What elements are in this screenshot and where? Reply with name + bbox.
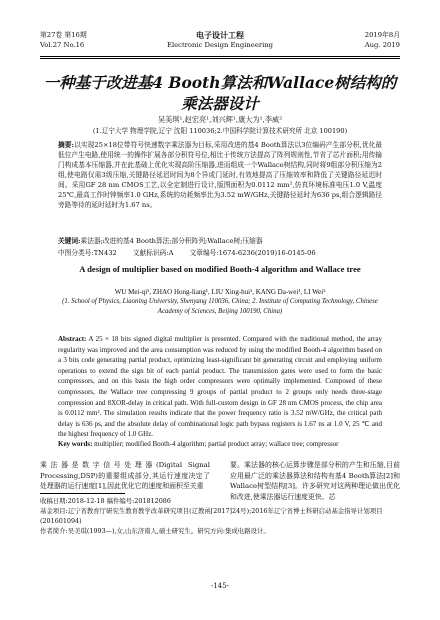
clc-number: 中图分类号:TN432 [58,249,117,257]
footnote-rule [40,493,125,494]
classification-line [58,248,382,258]
volume-en: Vol.27 No.16 [40,40,85,49]
abstract-chinese-label: 摘要: [58,141,74,149]
article-number: 文章编号:1674-6236(2019)16-0145-06 [189,249,316,257]
volume-cn: 第27卷 第16期 [40,31,87,39]
title-chinese: 一种基于改进基4 Booth算法和Wallace树结构的乘法器设计 [43,73,397,113]
title-english: A design of multiplier based on modified Booth-4 algorithm and Wallace tree [79,264,361,274]
abstract-english-text: A 25 × 18 bits signed digital multiplier is presented. Compared with the traditional method, the array regularity was improved and the area consumption was reduced by using the modified Booth-4 algorithm based on a 3 bits code generating partial product, optimizing least-significant bit generating circuit and employing uniform operations to extend the sign bit of each partial product. The transmission gates were used to form the basic compressors, and on this basis the high order compressors were optimally implemented. Composed of these compressors, the Wallace tree compressing 9 groups of partial product to 2 groups only needs three-stage compression and 8XOR-delay in critical path. With full-custom design in GF 28 nm CMOS process, the chip area is 0.0112 mm². The simulation results indicate that the power frequency ratio is 3.52 mW/GHz, the critical path delay is 636 ps, and the absolute delay of combinational logic path bypass registers is 1.67 ns at 1.0 V, 25 ℃ and the highest frequency of 1.0 GHz. [58,335,382,439]
body-right-column: 要。乘法器的核心运算步骤是部分积的产生和压缩,目前应用最广泛的乘法器算法和结构有基4 Booth算法[2]和Wallace树型结构[3]。许多研究对这两种理论做出优化和改进,使乘法器运行速度更快、芯 [230,461,400,501]
keywords-chinese-label: 关键词: [58,237,81,245]
running-header [40,31,400,57]
keywords-chinese-text: 乘法器;改进的基4 Booth算法;部分积阵列;Wallace树;压缩器 [80,237,263,245]
document-code: 文献标识码:A [132,249,174,257]
abstract-chinese-text: 以实现25×18位带符号快速数字乘法器为目标,采用改进的基4 Booth算法以3位编码产生部分积,优化最低位产生电路,使用统一的操作扩展各部分积符号位,相比于传统方法提高了阵列规则性,节省了芯片面积;用传输门构成基本压缩器,并在此基础上优化实现高阶压缩器,进而组成一个Wallace树结构,同时将9组部分积压缩为2组,使电路仅需3级压缩,关键路径延迟时间为8个异或门延时,有效地提高了压缩效率和降低了关键路径延迟时间。采用GF 28 nm CMOS工艺,以全定制进行设计,版图面积为0.0112 mm²,仿真环境标准电压1.0 V,温度25℃,最高工作时钟频率1.0 GHz,系统的功耗频率比为3.52 mW/GHz,关键路径延时为636 ps,组合逻辑路径旁路等待的延时延时为1.67 ns。 [58,141,383,209]
authors-english: WU Mei-qi¹, ZHAO Hong-liang¹, LIU Xing-hui¹, KANG Da-wei¹, LI Wei² [114,288,326,296]
header-rule [40,56,400,57]
body-left-column: 乘法器是数字信号处理器(Digital Signal Processing,DSP)的重要组成部分,其运行速度决定了处理器的运行速度[1],因此优化它的速度和面积至关重 [40,461,210,490]
journal-name-en: Electronic Design Engineering [166,40,273,49]
keywords-english [58,439,382,449]
journal-name [40,31,400,50]
footnote-author-bio: 作者简介:吴美琪(1993—),女,山东济南人,硕士研究生。研究方向:集成电路设计。 [40,527,270,535]
abstract-chinese [58,140,382,210]
date-en: Aug. 2019 [364,40,400,49]
issue-date [365,31,400,50]
abstract-english [58,334,382,440]
footnote-dates: 收稿日期:2018-12-18 稿件编号:201812086 [40,497,171,505]
journal-name-cn: 电子设计工程 [196,30,244,40]
date-cn: 2019年8月 [364,31,400,39]
page-number: -145- [210,582,230,590]
abstract-english-label: Abstract: [58,335,87,343]
footnote-fund: 基金项目:辽宁省教育厅研究生教育教学改革研究项目(辽教函[2017]24号);2016年辽宁省博士科研启动基金指导计划项目(201601094) [40,507,383,525]
keywords-english-label: Key words: [58,440,93,448]
affiliation-english: (1. School of Physics, Liaoning University, Shenyang 110036, China; 2. Institute of Computing Technology, Chinese Academy of Sciences, Beijing 100190, China) [62,298,378,315]
keywords-chinese [58,236,382,246]
authors-chinese: 吴美琪¹,赵宏亮¹,刘兴辉¹,康大为¹,李威² [157,115,283,124]
affiliation-chinese: (1.辽宁大学 物理学院,辽宁 沈阳 110036;2.中国科学院计算技术研究所 北京 100190) [92,127,348,135]
header-rule-thin [40,58,400,59]
keywords-english-text: multiplier; modified Booth-4 algorithm; partial product array; wallace tree; compressor [94,440,339,448]
